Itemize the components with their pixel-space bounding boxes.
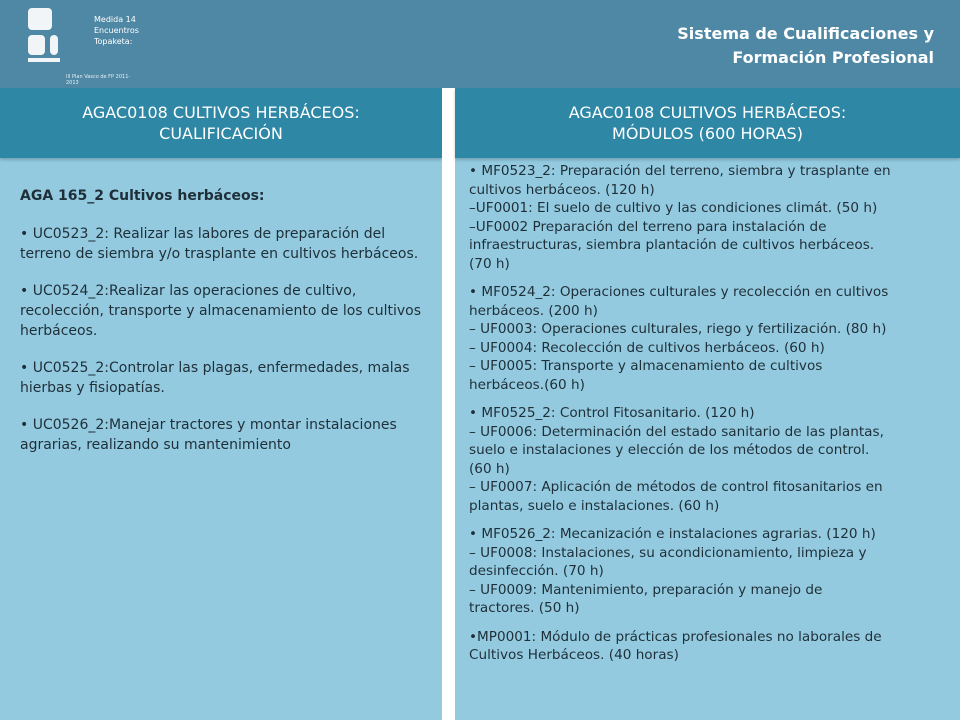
qualification-panel (0, 88, 442, 720)
module-line: • MF0523_2: Preparación del terreno, siembra y trasplante en (469, 163, 891, 179)
modules-content (469, 162, 953, 675)
module-line: •MP0001: Módulo de prácticas profesionales no laborales de (469, 628, 882, 645)
qualification-content (20, 186, 430, 472)
logo-text (94, 14, 164, 47)
module-line: tractores. (50 h) (469, 600, 580, 616)
top-banner (0, 0, 960, 88)
qualification-subtitle: AGA 165_2 Cultivos herbáceos: (20, 188, 265, 204)
module-line: • MF0526_2: Mecanización e instalaciones agrarias. (120 h) (469, 526, 876, 542)
logo-square-icon (50, 35, 58, 55)
competence-unit-item: • UC0526_2:Manejar tractores y montar instalaciones agrarias, realizando su mantenimiento (20, 417, 397, 453)
module-item (469, 162, 953, 273)
modules-panel (455, 88, 960, 720)
logo-line: Medida 14 (94, 15, 136, 24)
module-line: herbáceos.(60 h) (469, 376, 585, 393)
module-line: – UF0007: Aplicación de métodos de control fitosanitarios en (469, 479, 883, 495)
logo-square-icon (28, 8, 52, 30)
logo-line: Encuentros (94, 26, 139, 35)
module-line: – UF0005: Transporte y almacenamiento de cultivos (469, 358, 823, 374)
module-line: cultivos herbáceos. (120 h) (469, 181, 655, 198)
module-line: • MF0525_2: Control Fitosanitario. (120 h) (469, 405, 755, 421)
module-line: Cultivos Herbáceos. (40 horas) (469, 647, 679, 663)
module-line: – UF0009: Mantenimiento, preparación y manejo de (469, 581, 823, 598)
page-title-line: Formación Profesional (732, 48, 934, 67)
module-line: – UF0006: Determinación del estado sanitario de las plantas, (469, 423, 884, 440)
competence-unit-item: • UC0525_2:Controlar las plagas, enfermedades, malas hierbas y fisiopatías. (20, 360, 410, 396)
module-line: – UF0003: Operaciones culturales, riego y fertilización. (80 h) (469, 321, 887, 337)
qualification-heading-line: CUALIFICACIÓN (159, 124, 283, 143)
logo-square-icon (28, 35, 45, 55)
module-line: infraestructuras, siembra plantación de cultivos herbáceos. (469, 237, 875, 253)
competence-unit-item: • UC0523_2: Realizar las labores de preparación del terreno de siembra y/o trasplante en cultivos herbáceos. (20, 226, 419, 262)
logo (28, 8, 139, 86)
logo-line: Topaketa: (94, 37, 133, 46)
module-line: • MF0524_2: Operaciones culturales y recolección en cultivos (469, 284, 889, 300)
modules-heading-line: AGAC0108 CULTIVOS HERBÁCEOS: (568, 103, 847, 122)
module-item (469, 525, 953, 618)
module-line: –UF0001: El suelo de cultivo y las condiciones climát. (50 h) (469, 200, 878, 216)
module-line: plantas, suelo e instalaciones. (60 h) (469, 497, 720, 514)
module-line: (60 h) (469, 460, 510, 477)
module-line: desinfección. (70 h) (469, 563, 604, 579)
qualification-heading-line: AGAC0108 CULTIVOS HERBÁCEOS: (82, 103, 360, 122)
module-item (469, 283, 953, 394)
module-line: suelo e instalaciones y elección de los métodos de control. (469, 442, 870, 458)
module-line: –UF0002 Preparación del terreno para instalación de (469, 218, 827, 235)
panel-divider (442, 88, 455, 720)
qualification-panel-header (0, 88, 442, 158)
page-title (677, 22, 934, 70)
logo-bar-icon (28, 58, 60, 62)
competence-unit-item: • UC0524_2:Realizar las operaciones de cultivo, recolección, transporte y almacenamiento de los cultivos herbáceos. (20, 283, 422, 339)
module-line: – UF0008: Instalaciones, su acondicionamiento, limpieza y (469, 544, 867, 561)
module-line: – UF0004: Recolección de cultivos herbáceos. (60 h) (469, 339, 825, 356)
module-line: (70 h) (469, 255, 510, 272)
module-item (469, 404, 953, 515)
modules-panel-header (455, 88, 960, 158)
module-item (469, 628, 953, 665)
module-line: herbáceos. (200 h) (469, 302, 598, 319)
modules-heading-line: MÓDULOS (600 HORAS) (612, 124, 803, 143)
logo-footer: III Plan Vasco de FP 2011-2013 (66, 74, 131, 86)
page-title-line: Sistema de Cualificaciones y (677, 24, 934, 43)
